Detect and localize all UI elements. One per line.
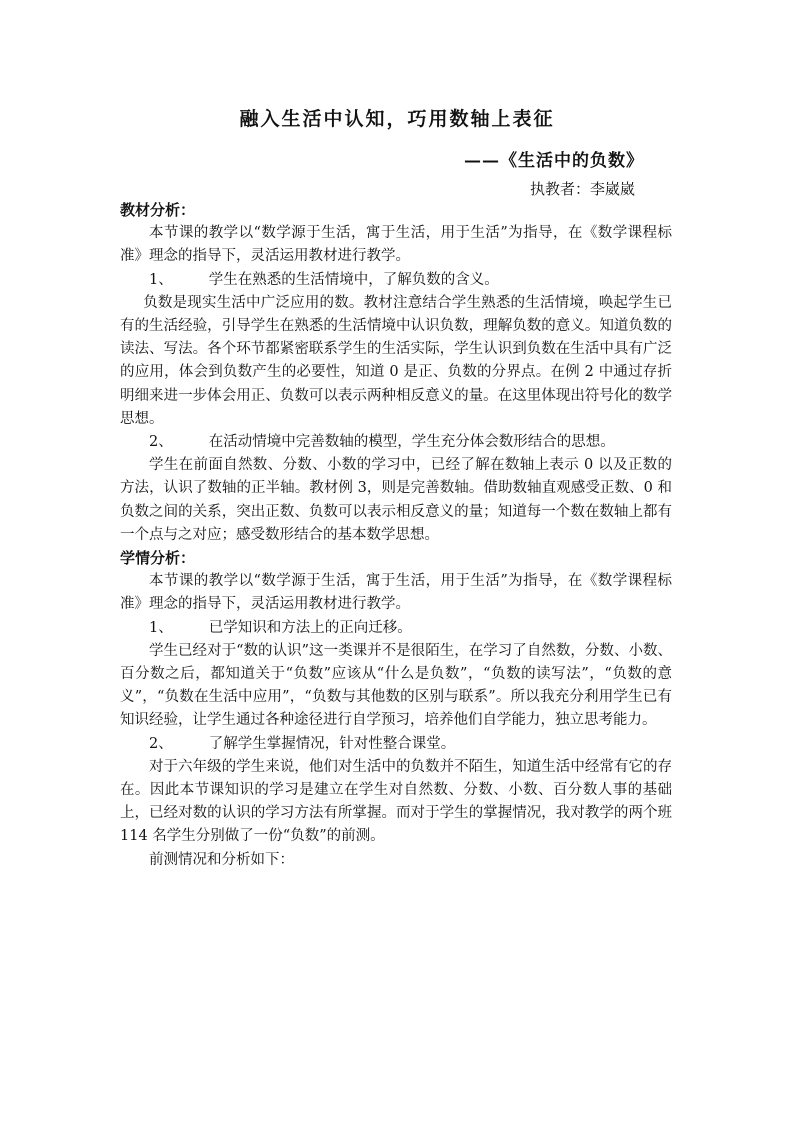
paragraph-closing: 前测情况和分析如下：: [149, 851, 294, 868]
list-item-text: 了解学生掌握情况，针对性整合课堂。: [208, 735, 456, 752]
list-item-text: 学生在熟悉的生活情境中，了解负数的含义。: [208, 271, 499, 288]
paragraph-textbook-1: 负数是现实生活中广泛应用的数。教材注意结合学生熟悉的生活情境，唤起学生已有的生活经验，引导学生在熟悉的生活情境中认识负数，理解负数的意义。知道负数的读法、写法。各个环节都紧密联系学生的生活实际，学生认识到负数在生活中具有广泛的应用，体会到负数产生的必要性，知道 0 是正、负数的分界点。在例 2 中通过存折明细来进一步体会用正、负数可以表示两种相反意义的量。在这里体现出符号化的数学思想。: [120, 294, 672, 427]
paragraph-textbook-intro: 本节课的教学以“数学源于生活，寓于生活，用于生活”为指导，在《数学课程标准》理念的指导下，灵活运用教材进行教学。: [120, 225, 672, 265]
paragraph-student-2: 对于六年级的学生来说，他们对生活中的负数并不陌生，知道生活中经常有它的存在。因此本节课知识的学习是建立在学生对自然数、分数、小数、百分数人事的基础上，已经对数的认识的学习方法有所掌握。而对于学生的掌握情况，我对教学的两个班 114 名学生分别做了一份“负数”的前测。: [120, 758, 672, 845]
list-number: 2、: [149, 434, 173, 451]
list-number: 1、: [149, 271, 173, 288]
paragraph-textbook-2: 学生在前面自然数、分数、小数的学习中，已经了解在数轴上表示 0 以及正数的方法，认识了数轴的正半轴。教材例 3，则是完善数轴。借助数轴直观感受正数、0 和负数之间的关系，突出正数、负数可以表示相反意义的量；知道每一个数在数轴上都有一个点与之对应；感受数形结合的基本数学思想。: [120, 457, 672, 543]
list-item-text: 在活动情境中完善数轴的模型，学生充分体会数形结合的思想。: [208, 434, 615, 451]
page-subtitle: ——《生活中的负数》: [464, 151, 644, 171]
list-item-text: 已学知识和方法上的正向迁移。: [208, 619, 412, 636]
section-heading-student-analysis: 学情分析：: [120, 549, 196, 568]
list-number: 1、: [149, 619, 173, 636]
page-title: 融入生活中认知，巧用数轴上表征: [239, 108, 555, 130]
list-item-student-2: [120, 733, 672, 756]
list-item-textbook-2: [120, 431, 672, 454]
paragraph-student-1: 学生已经对于“数的认识”这一类课并不是很陌生，在学习了自然数，分数、小数、百分数之后，都知道关于“负数”应该从“什么是负数”，“负数的读写法”，“负数的意义”，“负数在生活中应用”，“负数与其他数的区别与联系”。所以我充分利用学生已有知识经验，让学生通过各种途径进行自学预习，培养他们自学能力，独立思考能力。: [120, 642, 672, 729]
paragraph-student-intro: 本节课的教学以“数学源于生活，寓于生活，用于生活”为指导，在《数学课程标准》理念的指导下，灵活运用教材进行教学。: [120, 573, 672, 613]
list-number: 2、: [149, 735, 173, 752]
author-line: 执教者：李崴崴: [530, 180, 636, 198]
document-body: [120, 199, 672, 872]
section-heading-textbook-analysis: 教材分析：: [120, 201, 196, 219]
list-item-student-1: [120, 617, 672, 640]
list-item-textbook-1: [120, 269, 672, 292]
